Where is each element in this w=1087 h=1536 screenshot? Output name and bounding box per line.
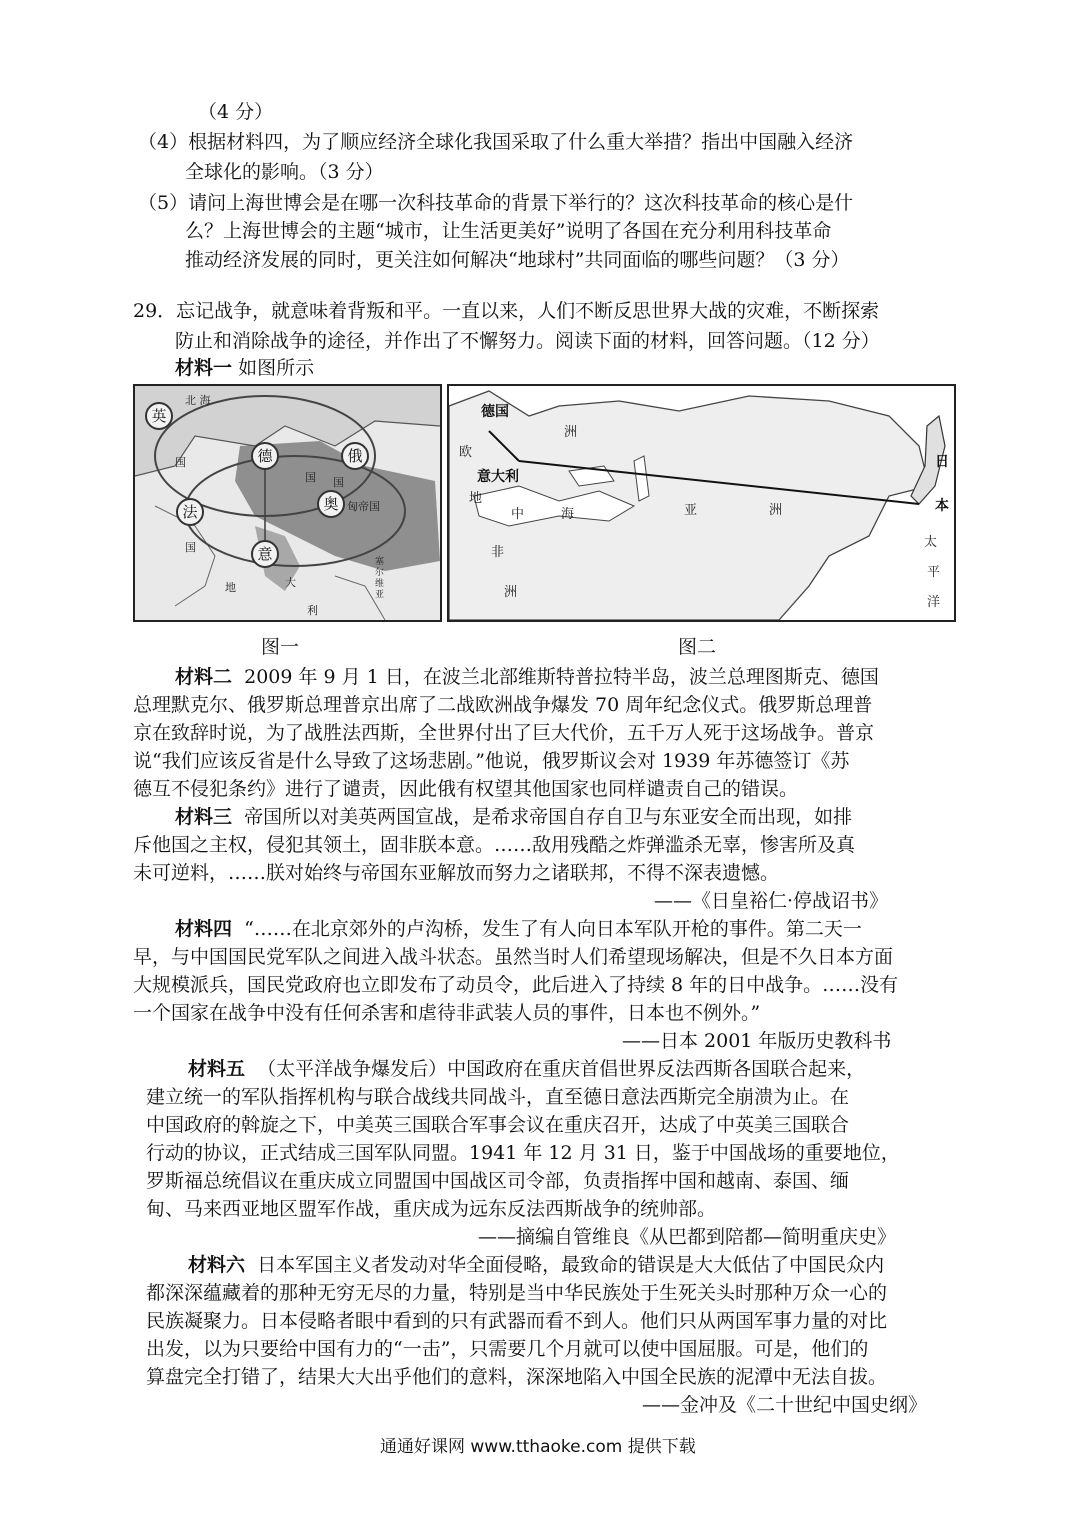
material4-label: 材料四 [175,918,233,940]
fig2-japan-label-2: 本 [935,498,949,514]
fig2-zhong: 中 [511,507,525,522]
material5-line3: 中国政府的斡旋之下，中美英三国联合军事会议在重庆召开，达成了中英美三国联合 [146,1114,850,1136]
material5-line1 [188,1057,865,1081]
material6-line3: 民族凝聚力。日本侵略者眼中看到的只有武器而看不到人。他们只从两国军事力量的对比 [146,1310,888,1332]
fig2-tai: 太 [924,535,938,550]
material2-text1: 2009 年 9 月 1 日，在波兰北部维斯特普拉特半岛，波兰总理图斯克、德国 [244,666,879,688]
material4-line1 [175,917,862,941]
fig1-north-sea-label: 北 海 [185,394,211,407]
figure2-svg [449,386,954,620]
material6-label: 材料六 [188,1254,246,1276]
material2-line5: 德互不侵犯条约》进行了谴责，因此俄有权望其他国家也同样谴责自己的错误。 [133,778,799,800]
material5-label: 材料五 [188,1058,246,1080]
fig1-uk-label: 英 [151,407,167,425]
fig1-italy-da: 大 [285,576,296,589]
fig1-guo-rus: 国 [333,476,344,489]
material5-line5: 罗斯福总统倡议在重庆成立同盟国中国战区司令部，负责指挥中国和越南、泰国、缅 [146,1170,850,1192]
material4-line2: 早，与中国国民党军队之间进入战斗状态。虽然当时人们希望现场解决，但是不久日本方面 [133,946,894,968]
fig1-russia-label: 俄 [347,447,363,465]
q28-sub4-cont: 全球化的影响。（3 分） [185,161,384,183]
material2-line3: 京在致辞时说，为了战胜法西斯，全世界付出了巨大代价，五千万人死于这场战争。普京 [133,722,875,744]
material5-text1: （太平洋战争爆发后）中国政府在重庆首倡世界反法西斯各国联合起来， [257,1058,866,1080]
fig2-ya: 亚 [684,503,698,518]
figure2-axis-map [447,384,956,622]
material1-heading [175,356,314,380]
material3-source: ——《日皇裕仁·停战诏书》 [654,890,889,912]
figure2-caption: 图二 [678,636,717,658]
fig1-austria-label: 奥 [323,495,339,513]
fig2-zhou-asia: 洲 [769,503,783,518]
fig2-ping: 平 [927,565,941,580]
fig1-di: 地 [225,581,236,594]
material4-source: ——日本 2001 年版历史教科书 [622,1030,892,1052]
material3-line1 [175,805,852,829]
material2-label: 材料二 [175,666,233,688]
material1-label: 材料一 [175,357,233,379]
material6-line2: 都深深蕴藏着的那种无穷无尽的力量，特别是当中华民族处于生死关头时那种万众一心的 [146,1282,888,1304]
fig2-germany-label: 德国 [481,404,509,420]
q29-stem: 29．忘记战争，就意味着背叛和平。一直以来，人们不断反思世界大战的灾难，不断探索 [133,300,880,322]
q28-sub5-cont1: 么？上海世博会的主题“城市，让生活更美好”说明了各国在充分利用科技革命 [185,220,832,242]
figure1-svg [135,386,440,620]
fig2-yang: 洋 [927,595,941,610]
fig1-guo-ger: 国 [305,471,316,484]
figure1-caption: 图一 [261,636,300,658]
material4-text1: “……在北京郊外的卢沟桥，发生了有人向日本军队开枪的事件。第二天一 [244,918,862,940]
material2-line1 [175,665,879,689]
material6-text1: 日本军国主义者发动对华全面侵略，最致命的错误是大大低估了中国民众内 [257,1254,885,1276]
material1-text: 如图所示 [238,357,315,379]
material3-text1: 帝国所以对美英两国宣战，是希求帝国自存自卫与东亚安全而出现，如排 [244,806,853,828]
fig1-germany-label: 德 [257,447,273,465]
material5-line6: 甸、马来西亚地区盟军作战，重庆成为远东反法西斯战争的统帅部。 [146,1198,717,1220]
material6-source: ——金冲及《二十世纪中国史纲》 [642,1394,928,1416]
fig1-italy-label: 意 [257,545,273,563]
fig1-uk-guo: 国 [175,456,186,469]
fig1-italy-li: 利 [307,604,318,617]
material2-line2: 总理默克尔、俄罗斯总理普京出席了二战欧洲战争爆发 70 周年纪念仪式。俄罗斯总理普 [133,694,873,716]
fig1-france-label: 法 [182,503,198,521]
material6-line4: 出发，以为只要给中国有力的“一击”，只需要几个月就可以使中国屈服。可是，他们的 [146,1338,869,1360]
q28-score: （4 分） [198,101,274,123]
material4-line4: 一个国家在战争中没有任何杀害和虐待非武装人员的事件，日本也不例外。” [133,1002,761,1024]
figure1-alliance-map [133,384,442,622]
fig2-di: 地 [469,491,483,506]
material6-line5: 算盘完全打错了，结果大大出乎他们的意料，深深地陷入中国全民族的泥潭中无法自拔。 [146,1366,888,1388]
material5-line2: 建立统一的军队指挥机构与联合战线共同战斗，直至德日意法西斯完全崩溃为止。在 [146,1086,850,1108]
fig2-japan-label-1: 日 [935,454,949,470]
fig2-zhou-af: 洲 [504,585,518,600]
material2-line4: 说“我们应该反省是什么导致了这场悲剧。”他说，俄罗斯议会对 1939 年苏德签订《苏 [133,750,850,772]
q28-sub5-cont2: 推动经济发展的同时，更关注如何解决“地球村”共同面临的哪些问题？（3 分） [185,249,850,271]
q28-sub4: （4）根据材料四，为了顺应经济全球化我国采取了什么重大举措？指出中国融入经济 [138,131,854,153]
material4-line3: 大规模派兵，国民党政府也立即发布了动员令，此后进入了持续 8 年的日中战争。……没有 [133,974,899,996]
material3-label: 材料三 [175,806,233,828]
material3-line2: 斥他国之主权，侵犯其领土，固非朕本意。……敌用残酷之炸弹滥杀无辜，惨害所及真 [133,834,856,856]
fig1-austria-rest: 匈帝国 [347,500,380,513]
page-footer[interactable]: 通通好课网 www.tthaoke.com 提供下载 [380,1437,696,1457]
fig2-ou: 欧 [459,445,473,460]
fig1-france-guo: 国 [185,541,196,554]
fig2-hai: 海 [561,507,575,522]
q29-stem-cont: 防止和消除战争的途径，并作出了不懈努力。阅读下面的材料，回答问题。（12 分） [175,330,880,352]
material5-line4: 行动的协议，正式结成三国军队同盟。1941 年 12 月 31 日，鉴于中国战场的重要地位， [146,1142,900,1164]
fig2-italy-label: 意大利 [477,469,519,485]
material5-source: ——摘编自管维良《从巴都到陪都—简明重庆史》 [478,1226,897,1248]
q28-sub5: （5）请问上海世博会是在哪一次科技革命的背景下举行的？这次科技革命的核心是什 [138,192,854,214]
material3-line3: 未可逆料，……朕对始终与帝国东亚解放而努力之诸联邦，不得不深表遗憾。 [133,862,780,884]
fig2-zhou-eu: 洲 [564,425,578,440]
fig1-serbia-label: 塞尔维亚 [375,557,385,600]
fig2-fei: 非 [491,545,505,560]
material6-line1 [188,1253,884,1277]
